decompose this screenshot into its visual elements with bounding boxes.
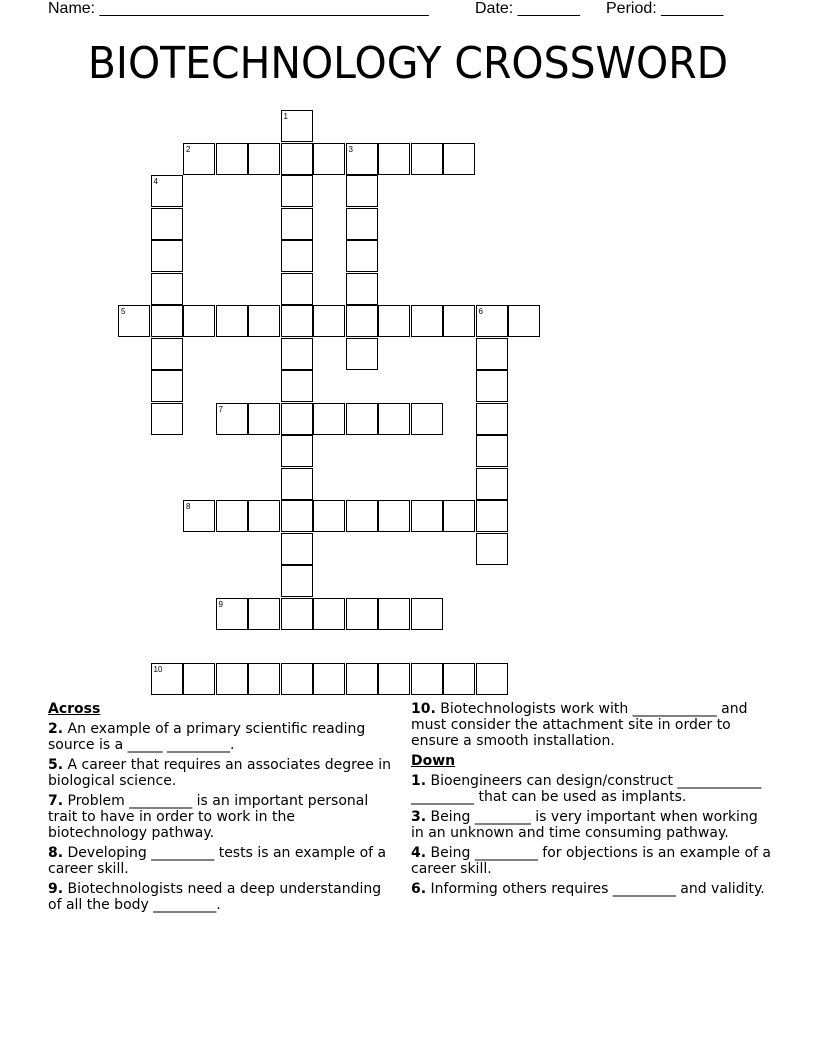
clue-number: 1 [283, 112, 288, 121]
crossword-cell[interactable] [248, 663, 280, 695]
clue-across-8: 8. Developing _________ tests is an example of a career skill. [48, 845, 387, 877]
clue-across-7: 7. Problem _________ is an important personal trait to have in order to work in the biotechnology pathway. [48, 793, 369, 841]
crossword-cell[interactable] [346, 273, 378, 305]
crossword-cell[interactable] [346, 240, 378, 272]
crossword-cell[interactable] [476, 403, 508, 435]
across-heading: Across [48, 701, 101, 717]
clues-column-left [48, 701, 393, 917]
crossword-cell[interactable] [443, 305, 475, 337]
crossword-cell[interactable] [281, 533, 313, 565]
crossword-cell[interactable] [248, 500, 280, 532]
crossword-cell[interactable] [378, 403, 410, 435]
crossword-cell[interactable] [281, 598, 313, 630]
crossword-cell[interactable] [281, 500, 313, 532]
crossword-cell[interactable] [281, 435, 313, 467]
crossword-cell[interactable] [378, 305, 410, 337]
crossword-cell[interactable] [313, 663, 345, 695]
clue-number: 3 [348, 144, 353, 154]
crossword-cell[interactable] [346, 338, 378, 370]
crossword-cell[interactable] [216, 598, 248, 630]
crossword-cell[interactable] [313, 403, 345, 435]
crossword-cell[interactable] [281, 208, 313, 240]
clue-number: 7 [218, 404, 223, 414]
clue-number: 4 [153, 177, 158, 186]
crossword-cell[interactable] [313, 598, 345, 630]
crossword-cell[interactable] [151, 370, 183, 402]
crossword-cell[interactable] [118, 305, 150, 337]
crossword-cell[interactable] [476, 663, 508, 695]
crossword-cell[interactable] [411, 143, 443, 175]
crossword-cell[interactable] [443, 663, 475, 695]
crossword-cell[interactable] [216, 403, 248, 435]
crossword-cell[interactable] [151, 273, 183, 305]
crossword-cell[interactable] [151, 338, 183, 370]
crossword-cell[interactable] [346, 500, 378, 532]
crossword-cell[interactable] [476, 468, 508, 500]
crossword-cell[interactable] [183, 143, 215, 175]
crossword-cell[interactable] [248, 305, 280, 337]
crossword-cell[interactable] [443, 500, 475, 532]
crossword-cell[interactable] [378, 143, 410, 175]
crossword-cell[interactable] [411, 598, 443, 630]
crossword-cell[interactable] [476, 305, 508, 337]
crossword-cell[interactable] [183, 305, 215, 337]
crossword-cell[interactable] [281, 370, 313, 402]
clue-down-6: 6. Informing others requires _________ and validity. [411, 881, 765, 897]
clue-number: 9 [218, 599, 223, 609]
crossword-cell[interactable] [183, 663, 215, 695]
clue-down-4: 4. Being _________ for objections is an example of a career skill. [411, 845, 771, 877]
crossword-cell[interactable] [508, 305, 540, 337]
crossword-cell[interactable] [313, 305, 345, 337]
crossword-cell[interactable] [281, 273, 313, 305]
crossword-cell[interactable] [281, 468, 313, 500]
crossword-cell[interactable] [216, 663, 248, 695]
crossword-cell[interactable] [281, 110, 313, 142]
crossword-cell[interactable] [151, 663, 183, 695]
clue-number: 6 [478, 307, 483, 316]
clue-down-3: 3. Being ________ is very important when working in an unknown and time consuming pathway. [411, 809, 758, 841]
clue-across-9: 9. Biotechnologists need a deep understanding of all the body _________. [48, 881, 382, 913]
crossword-cell[interactable] [281, 175, 313, 207]
crossword-cell[interactable] [151, 305, 183, 337]
clue-across-5: 5. A career that requires an associates degree in biological science. [48, 757, 392, 789]
clue-number: 10 [153, 664, 163, 674]
crossword-cell[interactable] [183, 500, 215, 532]
name-field-label: Name: _____________________________________ [48, 0, 429, 17]
crossword-cell[interactable] [313, 500, 345, 532]
crossword-cell[interactable] [151, 403, 183, 435]
crossword-cell[interactable] [281, 240, 313, 272]
crossword-cell[interactable] [411, 500, 443, 532]
date-field-label: Date: _______ [475, 0, 580, 17]
crossword-cell[interactable] [248, 598, 280, 630]
crossword-cell[interactable] [476, 370, 508, 402]
crossword-cell[interactable] [346, 663, 378, 695]
crossword-cell[interactable] [216, 500, 248, 532]
crossword-cell[interactable] [216, 305, 248, 337]
clue-number: 5 [121, 307, 126, 316]
crossword-cell[interactable] [346, 305, 378, 337]
clue-across-10: 10. Biotechnologists work with ____________ and must consider the attachment site in order to ensure a smooth installation. [411, 701, 748, 749]
crossword-cell[interactable] [313, 143, 345, 175]
clue-number: 8 [186, 502, 191, 511]
down-heading: Down [411, 753, 456, 769]
page-title: BIOTECHNOLOGY CROSSWORD [87, 38, 729, 89]
crossword-cell[interactable] [151, 240, 183, 272]
crossword-cell[interactable] [281, 338, 313, 370]
crossword-cell[interactable] [476, 533, 508, 565]
clue-across-2: 2. An example of a primary scientific reading source is a _____ _________. [48, 721, 366, 753]
crossword-cell[interactable] [248, 403, 280, 435]
crossword-cell[interactable] [476, 435, 508, 467]
crossword-cell[interactable] [281, 403, 313, 435]
crossword-cell[interactable] [443, 143, 475, 175]
crossword-cell[interactable] [378, 598, 410, 630]
crossword-cell[interactable] [411, 663, 443, 695]
crossword-cell[interactable] [346, 175, 378, 207]
crossword-cell[interactable] [248, 143, 280, 175]
crossword-cell[interactable] [346, 598, 378, 630]
crossword-cell[interactable] [281, 143, 313, 175]
crossword-cell[interactable] [346, 143, 378, 175]
crossword-cell[interactable] [378, 500, 410, 532]
crossword-cell[interactable] [476, 500, 508, 532]
clues-column-right [411, 701, 771, 901]
crossword-cell[interactable] [151, 175, 183, 207]
crossword-cell[interactable] [346, 403, 378, 435]
clue-number: 2 [186, 144, 191, 154]
period-field-label: Period: _______ [606, 0, 724, 17]
crossword-cell[interactable] [346, 208, 378, 240]
crossword-cell[interactable] [281, 305, 313, 337]
crossword-cell[interactable] [151, 208, 183, 240]
crossword-cell[interactable] [476, 338, 508, 370]
crossword-cell[interactable] [216, 143, 248, 175]
crossword-cell[interactable] [411, 403, 443, 435]
crossword-cell[interactable] [281, 565, 313, 597]
crossword-cell[interactable] [281, 663, 313, 695]
clue-down-1: 1. Bioengineers can design/construct ____________ _________ that can be used as implants. [411, 773, 762, 805]
crossword-cell[interactable] [411, 305, 443, 337]
crossword-cell[interactable] [378, 663, 410, 695]
